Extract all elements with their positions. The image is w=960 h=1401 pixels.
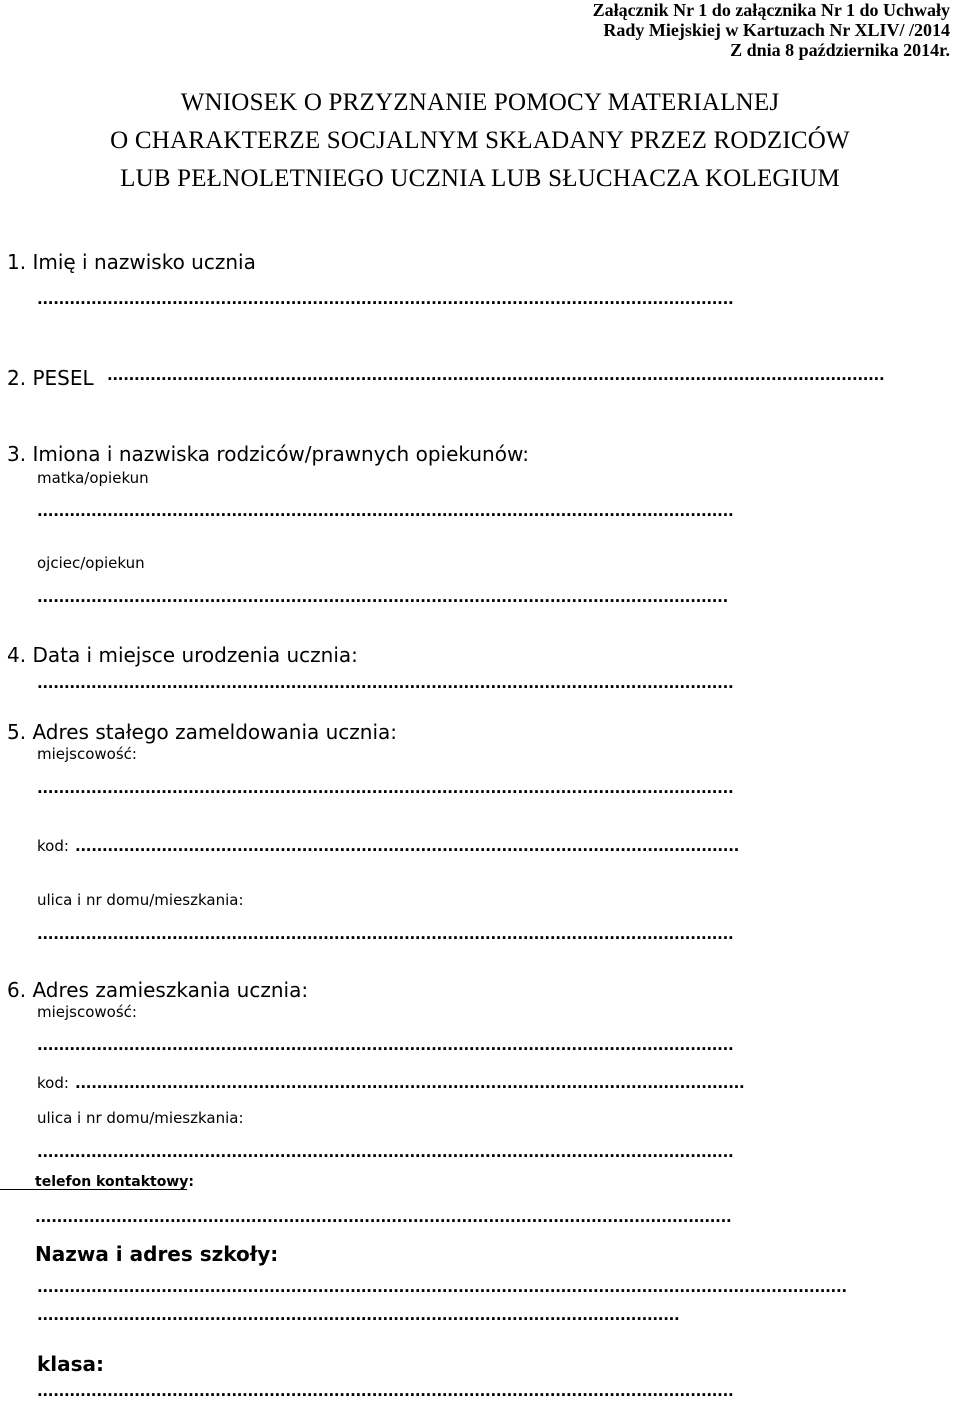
father-guardian-label: ojciec/opiekun	[37, 554, 145, 572]
residence-postcode-field[interactable]: ............................................................................................................................	[75, 1074, 745, 1092]
section-4-label: 4. Data i miejsce urodzenia ucznia:	[7, 643, 358, 667]
residence-street-label: ulica i nr domu/mieszkania:	[37, 1109, 244, 1127]
student-name-field[interactable]: .................................................................................................................................	[37, 290, 734, 308]
registered-city-label: miejscowość:	[37, 745, 137, 763]
father-guardian-field[interactable]: ................................................................................................................................	[37, 588, 728, 606]
pesel-field[interactable]: ................................................................................................................................................	[107, 366, 885, 384]
document-title-line-2: O CHARAKTERZE SOCJALNYM SKŁADANY PRZEZ RODZICÓW	[110, 127, 850, 154]
residence-city-field[interactable]: .................................................................................................................................	[37, 1036, 734, 1054]
attachment-header-line-1: Załącznik Nr 1 do załącznika Nr 1 do Uchwały	[592, 0, 950, 20]
registered-city-field[interactable]: .................................................................................................................................	[37, 779, 734, 797]
section-1-label: 1. Imię i nazwisko ucznia	[7, 250, 256, 274]
mother-guardian-field[interactable]: .................................................................................................................................	[37, 502, 734, 520]
registered-postcode-field[interactable]: ...........................................................................................................................	[75, 837, 739, 855]
attachment-header-line-3: Z dnia 8 października 2014r.	[730, 40, 950, 60]
residence-postcode-label: kod:	[37, 1074, 69, 1092]
class-field[interactable]: .................................................................................................................................	[37, 1382, 734, 1400]
registered-postcode-label: kod:	[37, 837, 69, 855]
school-name-address-field-1[interactable]: ......................................................................................................................................................	[37, 1278, 847, 1296]
section-2-label: 2. PESEL	[7, 366, 94, 390]
registered-street-field[interactable]: .................................................................................................................................	[37, 925, 734, 943]
residence-street-field[interactable]: .................................................................................................................................	[37, 1143, 734, 1161]
residence-city-label: miejscowość:	[37, 1003, 137, 1021]
mother-guardian-label: matka/opiekun	[37, 469, 149, 487]
school-name-address-label: Nazwa i adres szkoły:	[35, 1242, 279, 1266]
school-name-address-field-2[interactable]: .......................................................................................................................	[37, 1306, 680, 1324]
phone-field[interactable]: .................................................................................................................................	[35, 1208, 732, 1226]
class-label: klasa:	[37, 1352, 105, 1376]
section-6-label: 6. Adres zamieszkania ucznia:	[7, 978, 309, 1002]
document-title-line-1: WNIOSEK O PRZYZNANIE POMOCY MATERIALNEJ	[180, 89, 780, 116]
attachment-header-line-2: Rady Miejskiej w Kartuzach Nr XLIV/ /2014	[603, 20, 950, 40]
registered-street-label: ulica i nr domu/mieszkania:	[37, 891, 244, 909]
phone-label: telefon kontaktowy:	[35, 1174, 194, 1190]
section-3-label: 3. Imiona i nazwiska rodziców/prawnych opiekunów:	[7, 442, 529, 466]
section-5-label: 5. Adres stałego zameldowania ucznia:	[7, 720, 398, 744]
birth-date-place-field[interactable]: .................................................................................................................................	[37, 674, 734, 692]
document-title-line-3: LUB PEŁNOLETNIEGO UCZNIA LUB SŁUCHACZA KOLEGIUM	[120, 165, 840, 192]
